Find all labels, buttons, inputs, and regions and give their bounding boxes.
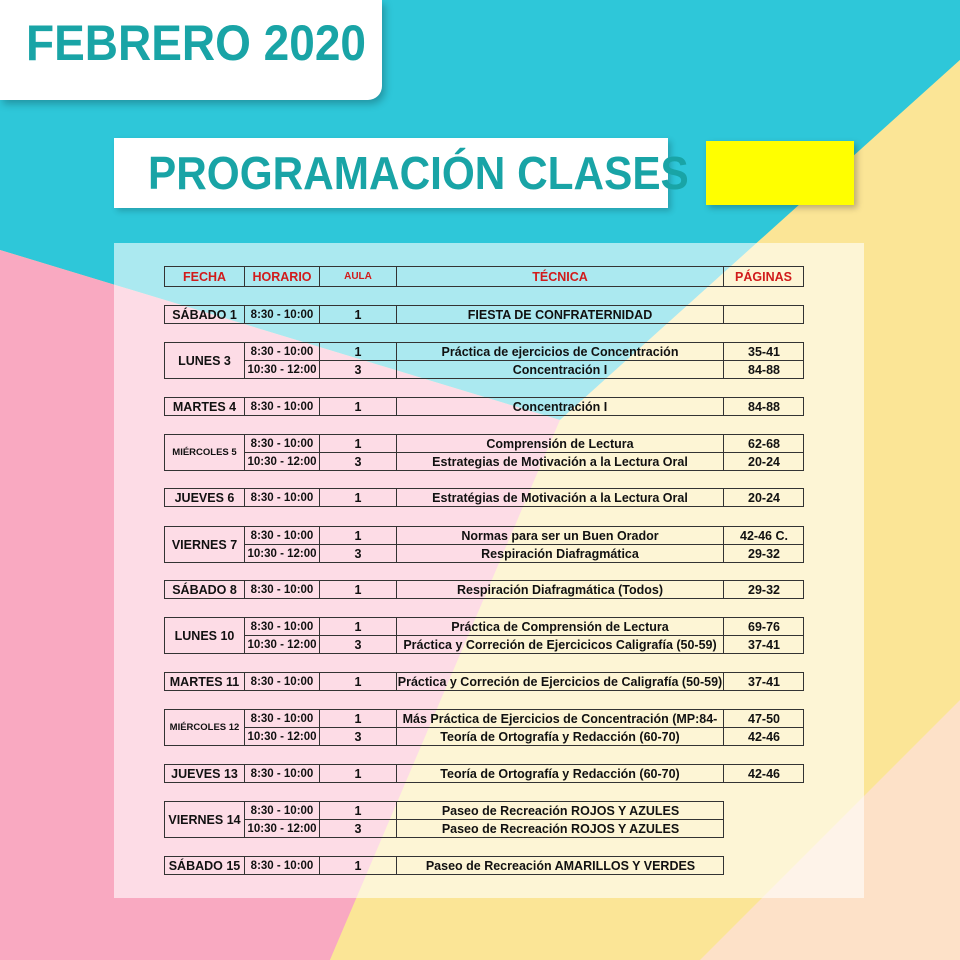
tecnica-cell: Respiración Diafragmática (Todos)	[397, 581, 724, 599]
date-cell: VIERNES 7	[165, 527, 245, 562]
tecnica-cell: Práctica y Correción de Ejercicicos Caligrafía (50-59)	[397, 636, 724, 654]
day-row	[164, 488, 804, 507]
session-row	[245, 673, 804, 691]
paginas-cell: 37-41	[748, 638, 780, 652]
tecnica-cell: Paseo de Recreación ROJOS Y AZULES	[441, 804, 680, 818]
horario-cell: 8:30 - 10:00	[245, 398, 320, 416]
tecnica-cell: Práctica de ejercicios de Concentración	[397, 343, 724, 361]
subtitle-banner	[114, 138, 689, 208]
page-title: FEBRERO 2020	[26, 15, 367, 71]
date-cell: MARTES 11	[165, 673, 245, 690]
paginas-cell	[724, 306, 804, 324]
session-row	[245, 527, 804, 545]
horario-cell: 8:30 - 10:00	[245, 802, 320, 820]
tecnica-cell: Teoría de Ortografía y Redacción (60-70)	[397, 728, 724, 746]
date-cell: JUEVES 13	[165, 765, 245, 782]
horario-cell: 10:30 - 12:00	[245, 820, 320, 838]
aula-cell: 1	[320, 306, 397, 324]
horario-cell: 10:30 - 12:00	[245, 361, 320, 379]
tecnica-cell: Teoría de Ortografía y Redacción (60-70)	[397, 765, 724, 783]
horario-cell: 8:30 - 10:00	[245, 306, 320, 324]
header-fecha: FECHA	[165, 267, 245, 286]
day-row	[164, 764, 804, 783]
session-row	[245, 361, 804, 379]
paginas-cell: 20-24	[748, 455, 780, 469]
aula-cell: 3	[320, 453, 397, 471]
day-row	[164, 342, 804, 379]
horario-cell: 8:30 - 10:00	[245, 435, 320, 453]
header-aula: AULA	[320, 267, 397, 286]
tecnica-cell: Respiración Diafragmática	[397, 545, 724, 563]
paginas-cell: 29-32	[748, 583, 780, 597]
horario-cell: 8:30 - 10:00	[245, 765, 320, 783]
aula-cell: 1	[320, 618, 397, 636]
session-row	[245, 435, 804, 453]
day-row	[164, 672, 804, 691]
aula-cell: 1	[320, 581, 397, 599]
day-row	[164, 434, 804, 471]
aula-cell: 3	[320, 728, 397, 746]
date-cell: JUEVES 6	[165, 489, 245, 506]
tecnica-cell: FIESTA DE CONFRATERNIDAD	[397, 306, 724, 324]
tecnica-cell: Normas para ser un Buen Orador	[397, 527, 724, 545]
paginas-cell: 62-68	[748, 437, 780, 451]
paginas-cell: 35-41	[748, 345, 780, 359]
tecnica-cell: Estratégias de Motivación a la Lectura Oral	[397, 489, 724, 507]
aula-cell: 1	[320, 710, 397, 728]
tecnica-cell: Concentración I	[397, 398, 724, 416]
aula-cell: 1	[320, 435, 397, 453]
session-row	[245, 343, 804, 361]
header-paginas: PÁGINAS	[735, 269, 792, 284]
paginas-cell: 84-88	[748, 400, 780, 414]
day-row	[164, 617, 804, 654]
table-header-row	[164, 266, 804, 287]
session-row	[245, 802, 724, 820]
tecnica-cell: Concentración I	[397, 361, 724, 379]
yellow-highlight-box	[706, 141, 854, 205]
date-cell: SÁBADO 15	[165, 857, 245, 874]
date-cell: SÁBADO 8	[165, 581, 245, 598]
paginas-cell: 42-46 C.	[740, 529, 788, 543]
date-cell: MIÉRCOLES 12	[165, 710, 245, 745]
day-row	[164, 856, 724, 875]
date-cell: MARTES 4	[165, 398, 245, 415]
session-row	[245, 857, 724, 875]
aula-cell: 1	[320, 343, 397, 361]
aula-cell: 1	[320, 673, 397, 691]
aula-cell: 1	[320, 802, 397, 820]
date-cell: VIERNES 14	[165, 802, 245, 837]
aula-cell: 1	[320, 765, 397, 783]
aula-cell: 3	[320, 820, 397, 838]
session-row	[245, 581, 804, 599]
horario-cell: 8:30 - 10:00	[245, 581, 320, 599]
session-row	[245, 710, 804, 728]
day-row	[164, 305, 804, 324]
session-row	[245, 453, 804, 471]
date-cell: LUNES 3	[165, 343, 245, 378]
session-row	[245, 820, 724, 838]
horario-cell: 8:30 - 10:00	[245, 343, 320, 361]
session-row	[245, 618, 804, 636]
horario-cell: 8:30 - 10:00	[245, 489, 320, 507]
tecnica-cell: Más Práctica de Ejercicios de Concentración (MP:84-	[397, 710, 724, 728]
horario-cell: 8:30 - 10:00	[245, 527, 320, 545]
horario-cell: 10:30 - 12:00	[245, 453, 320, 471]
page-subtitle: PROGRAMACIÓN CLASES	[148, 147, 689, 199]
aula-cell: 1	[320, 527, 397, 545]
horario-cell: 10:30 - 12:00	[245, 545, 320, 563]
paginas-cell: 69-76	[748, 620, 780, 634]
tecnica-cell: Estrategias de Motivación a la Lectura Oral	[397, 453, 724, 471]
aula-cell: 1	[320, 398, 397, 416]
horario-cell: 8:30 - 10:00	[245, 618, 320, 636]
title-banner	[0, 0, 382, 100]
day-row	[164, 801, 724, 838]
paginas-cell: 29-32	[748, 547, 780, 561]
aula-cell: 3	[320, 636, 397, 654]
session-row	[245, 398, 804, 416]
paginas-cell: 84-88	[748, 363, 780, 377]
tecnica-cell: Paseo de Recreación AMARILLOS Y VERDES	[425, 859, 696, 873]
tecnica-cell: Práctica y Correción de Ejercicios de Caligrafía (50-59)	[397, 675, 723, 689]
aula-cell: 1	[320, 857, 397, 875]
session-row	[245, 545, 804, 563]
aula-cell: 1	[320, 489, 397, 507]
session-row	[245, 765, 804, 783]
session-row	[245, 636, 804, 654]
date-cell: LUNES 10	[165, 618, 245, 653]
horario-cell: 10:30 - 12:00	[245, 728, 320, 746]
horario-cell: 8:30 - 10:00	[245, 673, 320, 691]
paginas-cell: 47-50	[748, 712, 780, 726]
day-row	[164, 397, 804, 416]
tecnica-cell: Comprensión de Lectura	[397, 435, 724, 453]
paginas-cell: 42-46	[748, 767, 780, 781]
session-row	[245, 728, 804, 746]
day-row	[164, 709, 804, 746]
tecnica-cell: Práctica de Comprensión de Lectura	[397, 618, 724, 636]
paginas-cell: 20-24	[748, 491, 780, 505]
day-row	[164, 580, 804, 599]
horario-cell: 8:30 - 10:00	[245, 857, 320, 875]
horario-cell: 10:30 - 12:00	[245, 636, 320, 654]
session-row	[245, 489, 804, 507]
date-cell: SÁBADO 1	[165, 306, 245, 323]
aula-cell: 3	[320, 361, 397, 379]
header-horario: HORARIO	[245, 267, 320, 286]
aula-cell: 3	[320, 545, 397, 563]
date-cell: MIÉRCOLES 5	[165, 435, 245, 470]
paginas-cell: 37-41	[748, 675, 780, 689]
day-row	[164, 526, 804, 563]
header-tecnica: TÉCNICA	[397, 267, 724, 286]
tecnica-cell: Paseo de Recreación ROJOS Y AZULES	[441, 822, 680, 836]
horario-cell: 8:30 - 10:00	[245, 710, 320, 728]
paginas-cell: 42-46	[748, 730, 780, 744]
session-row	[245, 306, 804, 324]
